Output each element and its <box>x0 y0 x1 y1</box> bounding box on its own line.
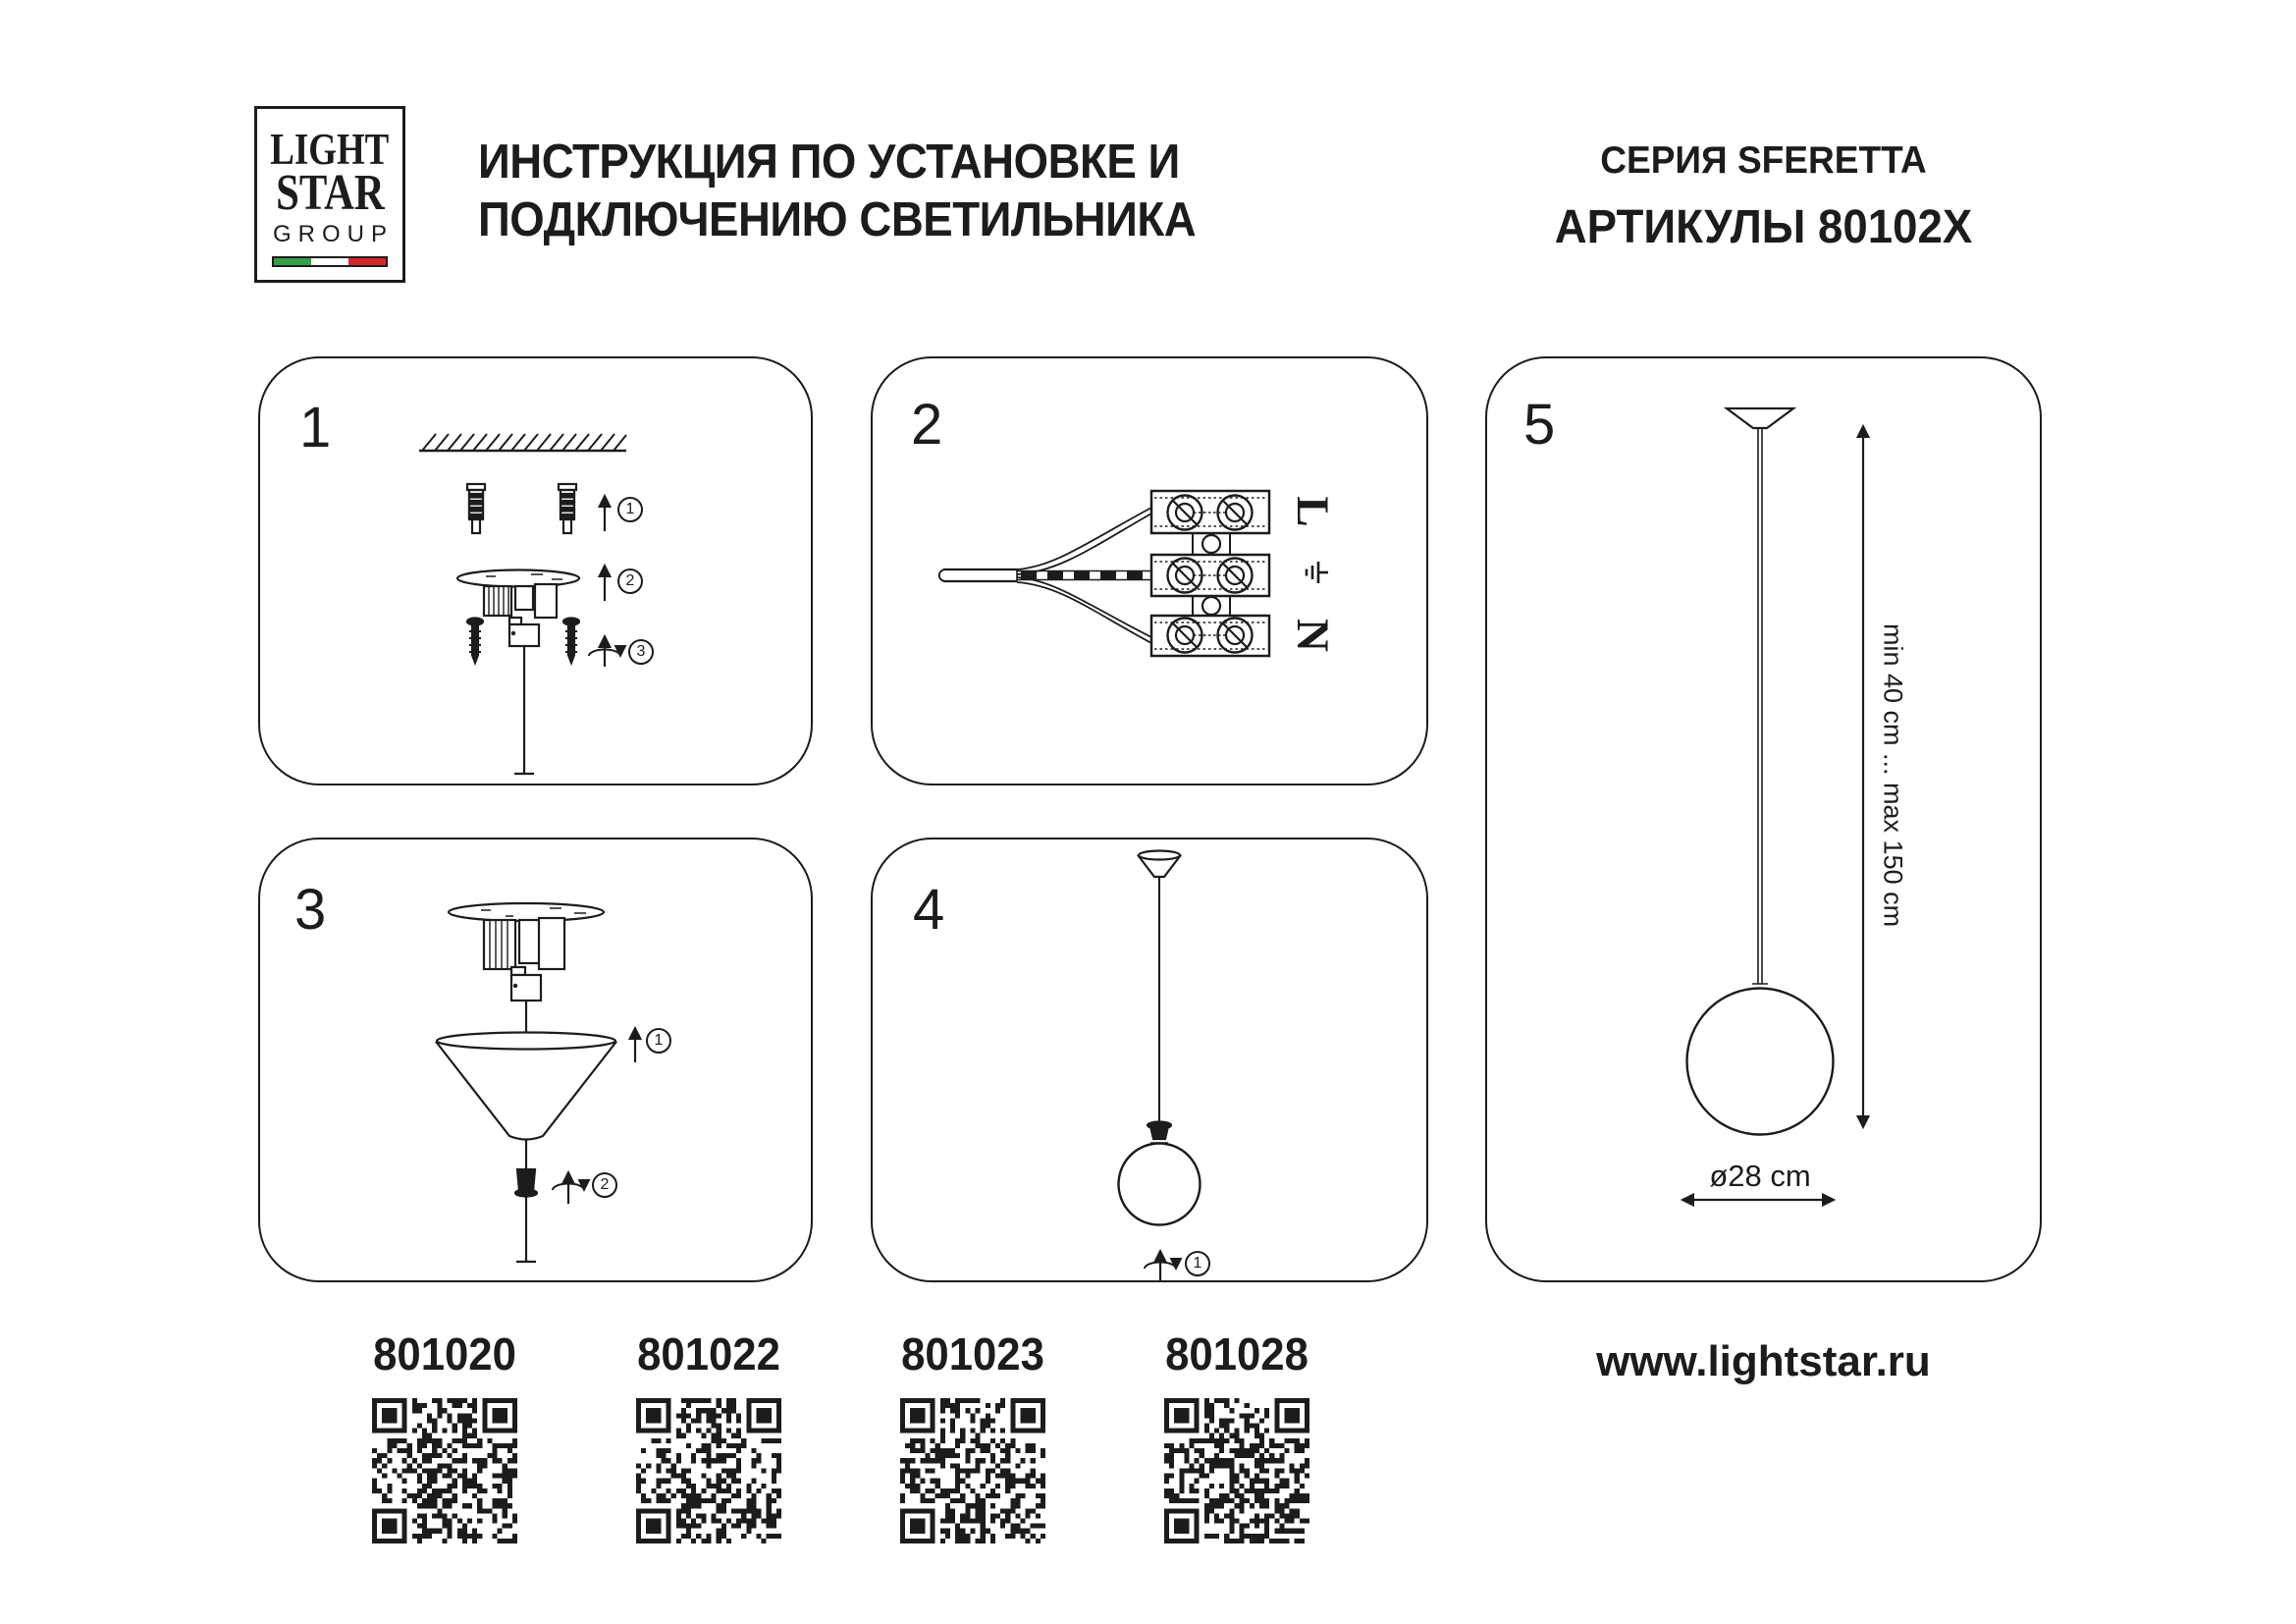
marker-1-step4: 1 <box>1185 1251 1210 1276</box>
articles-heading: АРТИКУЛЫ 80102X <box>1554 201 1973 253</box>
article-number: 801020 <box>373 1328 516 1380</box>
neutral-terminal-label: N <box>1287 619 1338 652</box>
step-number-1: 1 <box>299 396 332 460</box>
article-number: 801022 <box>637 1328 780 1380</box>
step-number-2: 2 <box>911 393 943 457</box>
qr-code <box>900 1398 1045 1543</box>
step-number-3: 3 <box>294 878 327 942</box>
step-number-4: 4 <box>913 878 945 942</box>
page-title-line2: ПОДКЛЮЧЕНИЮ СВЕТИЛЬНИКА <box>478 193 1197 246</box>
marker-2-step3: 2 <box>592 1172 617 1198</box>
logo-word-star: STAR <box>275 164 385 221</box>
logo-word-group: GROUP <box>272 221 394 248</box>
website-url: www.lightstar.ru <box>1596 1337 1931 1385</box>
brand-logo <box>254 106 405 283</box>
step-panel-5 <box>1485 356 2042 1282</box>
marker-2-step1: 2 <box>617 568 643 594</box>
step-number-5: 5 <box>1523 393 1556 457</box>
page-title-line1: ИНСТРУКЦИЯ ПО УСТАНОВКЕ И <box>478 135 1180 189</box>
diameter-label: ø28 cm <box>1709 1159 1811 1193</box>
step-panel-3 <box>258 838 813 1282</box>
marker-3-step1: 3 <box>628 639 654 665</box>
flag-red-segment <box>348 258 386 265</box>
logo-word-light: LIGHT <box>270 125 390 174</box>
article-number: 801023 <box>901 1328 1044 1380</box>
marker-1-step3: 1 <box>646 1028 671 1054</box>
marker-1-step1: 1 <box>617 497 643 522</box>
step-panel-4 <box>871 838 1428 1282</box>
step-panel-2 <box>871 356 1428 785</box>
article-number: 801028 <box>1165 1328 1308 1380</box>
page-title <box>478 134 1196 249</box>
qr-code <box>372 1398 517 1543</box>
step-panel-1 <box>258 356 813 785</box>
flag-green-segment <box>274 258 311 265</box>
series-label: СЕРИЯ SFERETTA <box>1600 139 1927 182</box>
qr-code <box>636 1398 781 1543</box>
flag-white-segment <box>311 258 348 265</box>
qr-code <box>1164 1398 1309 1543</box>
line-terminal-label: L <box>1287 496 1338 527</box>
height-range-label: min 40 cm ... max 150 cm <box>1878 623 1908 928</box>
italian-flag-bar <box>272 256 388 267</box>
